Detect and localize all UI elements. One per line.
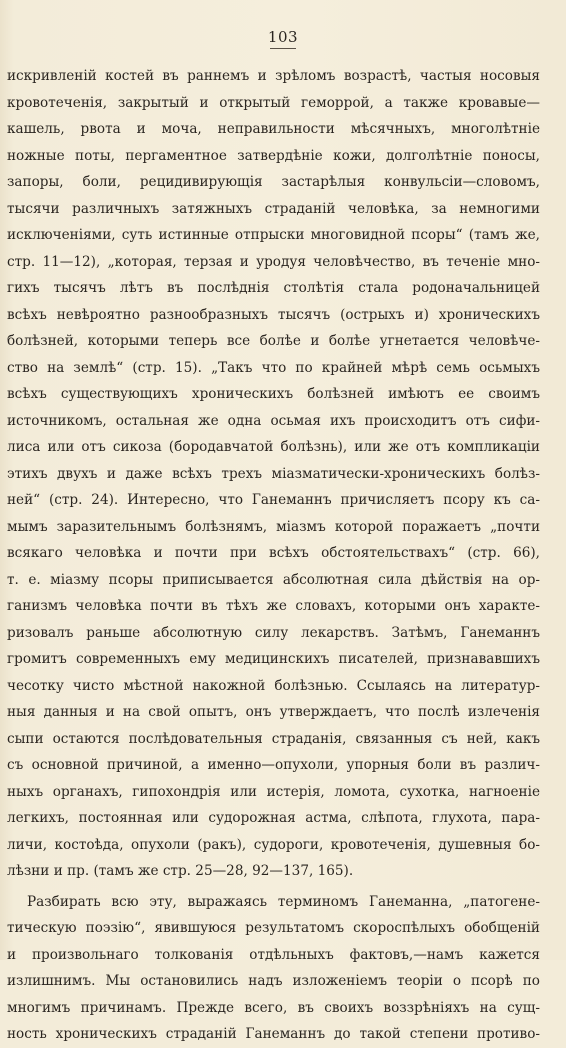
text-line: запоры, боли, рецидивирующія застарѣлыя конвульсіи—словомъ, — [7, 174, 540, 190]
text-line: ныя данныя и на свой опытъ, онъ утверждаетъ, что послѣ излеченія — [7, 704, 540, 720]
text-line: мымъ заразительнымъ болѣзнямъ, міазмъ которой поражаетъ „почти — [7, 518, 540, 535]
text-line: ство на землѣ“ (стр. 15). „Такъ что по крайней мѣрѣ семь осьмыхъ — [7, 359, 540, 376]
text-line: источникомъ, остальная же одна осьмая ихъ происходитъ отъ сифи- — [7, 412, 540, 429]
text-line: ризовалъ раньше абсолютную силу лекарствъ. Затѣмъ, Ганеманнъ — [7, 624, 540, 641]
text-line: тическую поэзію“, явившуюся результатомъ скороспѣлыхъ обобщеній — [7, 920, 540, 936]
text-line: болѣзней, которыми теперь все болѣе и болѣе угнетается человѣче- — [7, 333, 540, 349]
text-line: многимъ причинамъ. Прежде всего, въ своихъ воззрѣніяхъ на сущ- — [7, 999, 540, 1016]
text-line: чесотку чисто мѣстной накожной болѣзнью. Ссылаясь на литератур- — [7, 677, 540, 694]
text-line: излишнимъ. Мы остановились надъ изложеніемъ теоріи о псорѣ по — [7, 973, 540, 989]
text-line: сыпи остаются послѣдовательныя страданія, связанныя съ ней, какъ — [7, 730, 540, 747]
text-line: ныхъ органахъ, гипохондрія или истерія, ломота, сухотка, нагноеніе — [7, 783, 540, 800]
text-line: всякаго человѣка и почти при всѣхъ обстоятельствахъ“ (стр. 66), — [7, 545, 540, 561]
text-line: лиса или отъ сикоза (бородавчатой болѣзнь), или же отъ компликаціи — [7, 439, 540, 455]
text-line: ножные поты, пергаментное затвердѣніе кожи, долголѣтніе поносы, — [7, 147, 540, 164]
text-line: гихъ тысячъ лѣтъ въ послѣднія столѣтія стала родоначальницей — [7, 280, 540, 296]
text-line: всѣхъ невѣроятно разнообразныхъ тысячъ (острыхъ и) хроническихъ — [7, 306, 540, 323]
text-line: т. е. міазму псоры приписывается абсолютная сила дѣйствія на ор- — [7, 571, 540, 588]
text-line: ганизмъ человѣка почти въ тѣхъ же словахъ, которыми онъ характе- — [7, 598, 540, 614]
text-line: исключеніями, суть истинные отпрыски многовидной псоры“ (тамъ же, — [7, 227, 540, 243]
text-line: этихъ двухъ и даже всѣхъ трехъ міазматически-хроническихъ болѣз- — [7, 465, 540, 482]
text-line: тысячи различныхъ затяжныхъ страданій человѣка, за немногими — [7, 200, 540, 217]
text-line: и произвольнаго толкованія отдѣльныхъ фактовъ,—намъ кажется — [7, 946, 540, 963]
text-line: громитъ современныхъ ему медицинскихъ писателей, признававшихъ — [7, 651, 540, 667]
text-line: ней“ (стр. 24). Интересно, что Ганеманнъ причисляетъ псору къ са- — [7, 492, 540, 508]
text-line: искривленій костей въ раннемъ и зрѣломъ возрастѣ, частыя носовыя — [7, 68, 540, 84]
text-line: личи, костоѣда, опухоли (ракъ), судороги, кровотеченія, душевныя бо- — [7, 836, 540, 853]
text-line: съ основной причиной, а именно—опухоли, упорныя боли въ различ- — [7, 757, 540, 773]
text-line: кашель, рвота и моча, неправильности мѣсячныхъ, многолѣтніе — [7, 121, 540, 137]
text-line: Разбирать всю эту, выражаясь терминомъ Ганеманна, „патогене- — [27, 893, 540, 910]
text-line: лѣзни и пр. (тамъ же стр. 25—28, 92—137, 165). — [7, 863, 354, 879]
text-line: всѣхъ существующихъ хроническихъ болѣзней имѣютъ ее своимъ — [7, 386, 540, 402]
body-text — [7, 63, 540, 1048]
text-line: ность хроническихъ страданій Ганеманнъ до такой степени противо- — [7, 1026, 540, 1042]
page-number: 103 — [0, 28, 566, 49]
text-line: кровотеченія, закрытый и открытый геморрой, а также кровавые— — [7, 94, 540, 111]
text-line: стр. 11—12), „которая, терзая и уродуя человѣчество, въ теченіе мно- — [7, 253, 540, 270]
text-line: легкихъ, постоянная или судорожная астма, слѣпота, глухота, пара- — [7, 810, 540, 826]
